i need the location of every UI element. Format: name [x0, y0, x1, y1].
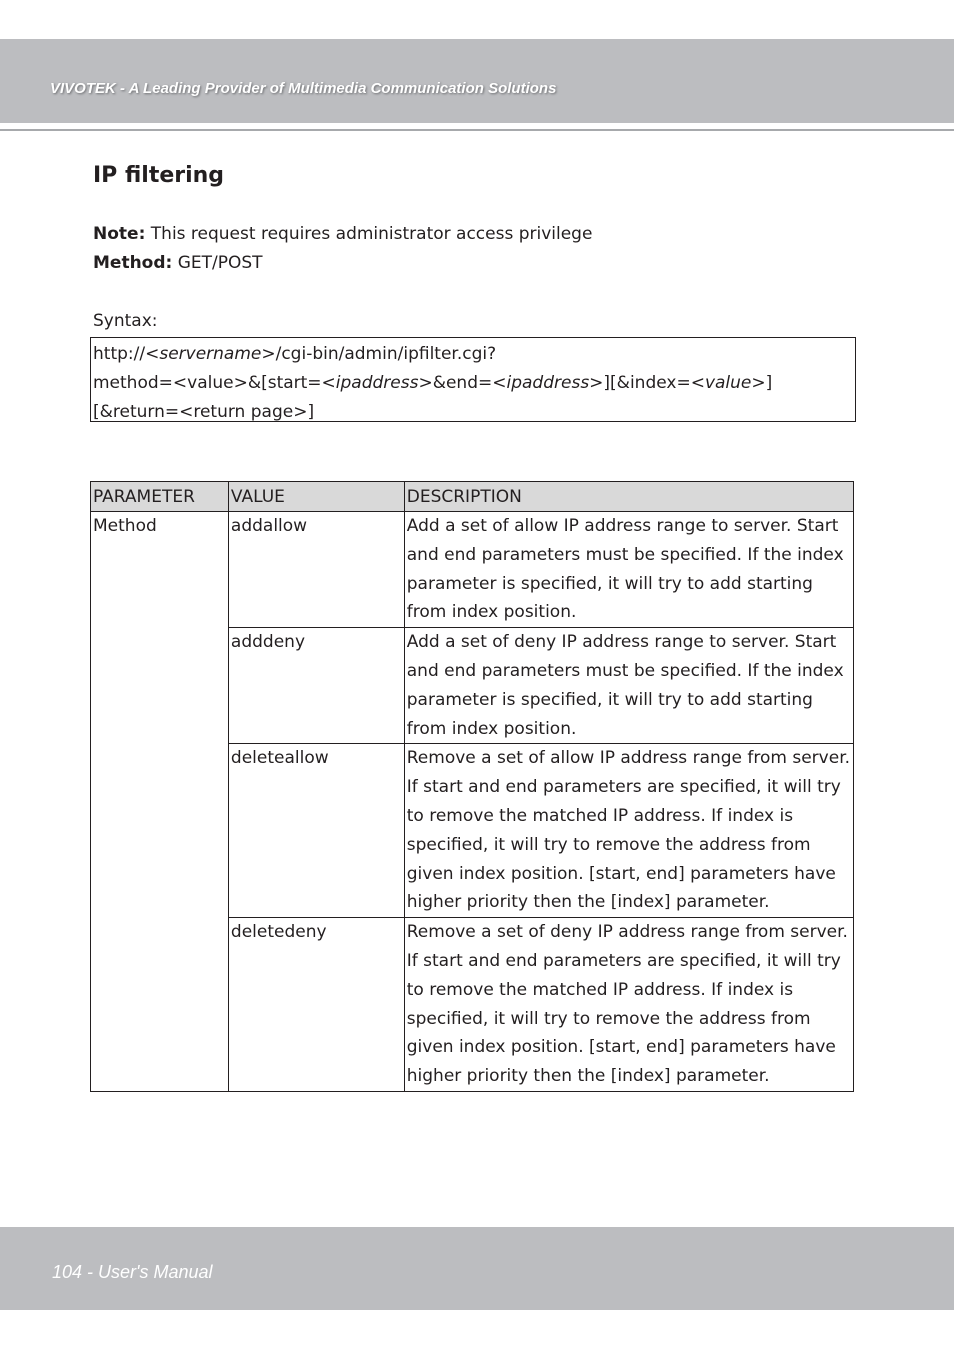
syntax-text: http:// [93, 344, 146, 364]
table-header-row [91, 482, 854, 512]
footer-page-label: 104 - User's Manual [52, 1262, 213, 1282]
method-line [93, 253, 263, 273]
value-cell: addallow [228, 512, 404, 628]
note-label: Note: [93, 224, 146, 244]
syntax-text: ] [765, 373, 773, 393]
description-cell: Add a set of allow IP address range to server. Start and end parameters must be specified. If the index parameter is specified, it will try to add starting from index position. [404, 512, 853, 628]
value-cell: deleteallow [228, 744, 404, 918]
syntax-text: method=<value>&[start= [93, 373, 322, 393]
syntax-line-1 [93, 340, 853, 369]
column-header-parameter: PARAMETER [91, 482, 229, 512]
syntax-placeholder: <value> [690, 373, 766, 393]
note-line [93, 224, 592, 244]
syntax-placeholder: <servername> [145, 344, 276, 364]
syntax-line-2 [93, 369, 853, 398]
syntax-placeholder: <ipaddress> [492, 373, 604, 393]
value-cell: deletedeny [228, 918, 404, 1092]
table-row [91, 512, 854, 628]
value-cell: adddeny [228, 628, 404, 744]
syntax-placeholder: <ipaddress> [321, 373, 433, 393]
header-divider [0, 129, 954, 131]
syntax-text: ][&index= [603, 373, 691, 393]
parameter-cell: Method [91, 512, 229, 1092]
method-label: Method: [93, 253, 173, 273]
note-text: This request requires administrator access privilege [145, 224, 593, 244]
description-cell: Remove a set of allow IP address range from server. If start and end parameters are specified, it will try to remove the matched IP address. If index is specified, it will try to remove the address from given index position. [start, end] parameters have higher priority then the [index] parameter. [404, 744, 853, 918]
column-header-value: VALUE [228, 482, 404, 512]
method-text: GET/POST [172, 253, 263, 273]
page-title: IP filtering [93, 163, 225, 188]
syntax-label: Syntax: [93, 311, 158, 331]
syntax-box [90, 337, 856, 422]
description-cell: Add a set of deny IP address range to server. Start and end parameters must be specified. If the index parameter is specified, it will try to add starting from index position. [404, 628, 853, 744]
header-tagline: VIVOTEK - A Leading Provider of Multimedia Communication Solutions [50, 80, 557, 97]
syntax-line-3: [&return=<return page>] [93, 402, 315, 422]
column-header-description: DESCRIPTION [404, 482, 853, 512]
parameter-table [90, 481, 854, 1092]
syntax-text: /cgi-bin/admin/ipfilter.cgi? [275, 344, 497, 364]
description-cell: Remove a set of deny IP address range from server. If start and end parameters are specified, it will try to remove the matched IP address. If index is specified, it will try to remove the address from given index position. [start, end] parameters have higher priority then the [index] parameter. [404, 918, 853, 1092]
syntax-text: &end= [432, 373, 493, 393]
